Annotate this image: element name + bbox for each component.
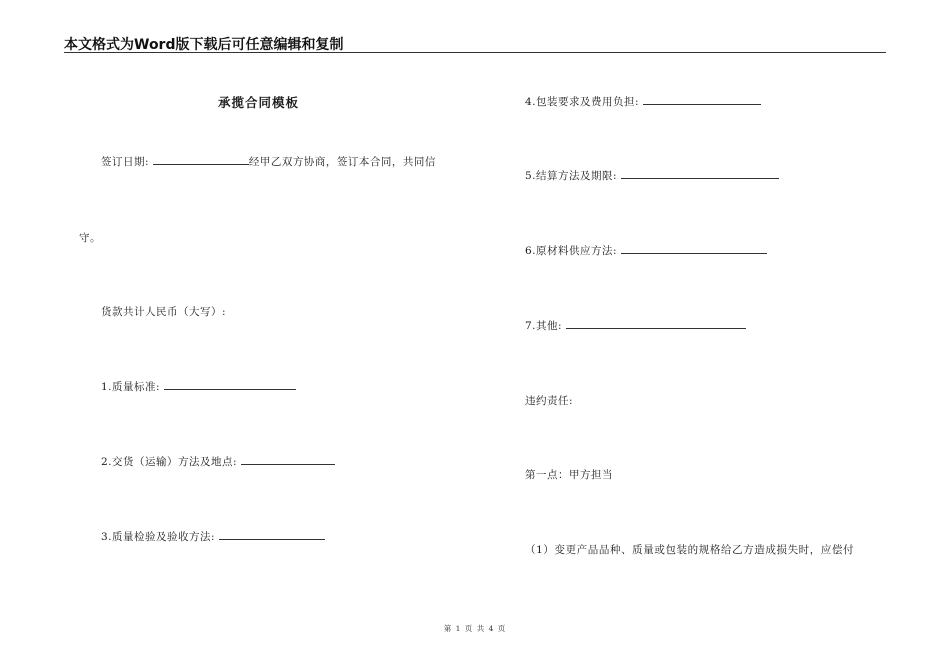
- item-6-label: 6.原材料供应方法:: [525, 245, 618, 257]
- contract-title: 承揽合同模板: [218, 95, 300, 110]
- item-1-label: 1.质量标准:: [101, 381, 161, 393]
- item-5-line: [525, 168, 779, 183]
- sign-date-continuation: 守。: [79, 232, 101, 244]
- breach-heading: 违约责任:: [525, 395, 574, 407]
- item-2-label: 2.交货（运输）方法及地点:: [101, 456, 238, 468]
- item-6-blank[interactable]: [621, 243, 767, 254]
- sign-date-label: 签订日期:: [101, 156, 150, 168]
- item-6-line: [525, 243, 767, 258]
- item-1-line: [101, 379, 296, 394]
- document-header-title: 本文格式为Word版下载后可任意编辑和复制: [64, 37, 344, 53]
- clause-1-text: （1）变更产品品种、质量或包装的规格给乙方造成损失时，应偿付: [525, 544, 855, 556]
- sign-date-blank[interactable]: [153, 154, 249, 165]
- point-one-heading: 第一点：甲方担当: [525, 469, 613, 481]
- item-3-label: 3.质量检验及验收方法:: [101, 531, 216, 543]
- item-7-blank[interactable]: [566, 318, 746, 329]
- item-2-blank[interactable]: [241, 454, 335, 465]
- item-2-line: [101, 454, 335, 469]
- item-5-label: 5.结算方法及期限:: [525, 170, 618, 182]
- item-7-line: [525, 318, 746, 333]
- payment-total-line: 货款共计人民币（大写）:: [101, 306, 227, 318]
- sign-date-text: 经甲乙双方协商，签订本合同，共同信: [248, 156, 436, 168]
- header-divider: [64, 52, 886, 53]
- item-7-label: 7.其他:: [525, 320, 563, 332]
- item-1-blank[interactable]: [164, 379, 296, 390]
- page-footer: 第 1 页 共 4 页: [443, 624, 507, 633]
- item-3-line: [101, 529, 325, 544]
- sign-date-line: [101, 154, 436, 169]
- item-4-line: [525, 94, 761, 109]
- item-5-blank[interactable]: [621, 168, 779, 179]
- item-4-label: 4.包装要求及费用负担:: [525, 96, 640, 108]
- item-4-blank[interactable]: [643, 94, 761, 105]
- item-3-blank[interactable]: [219, 529, 325, 540]
